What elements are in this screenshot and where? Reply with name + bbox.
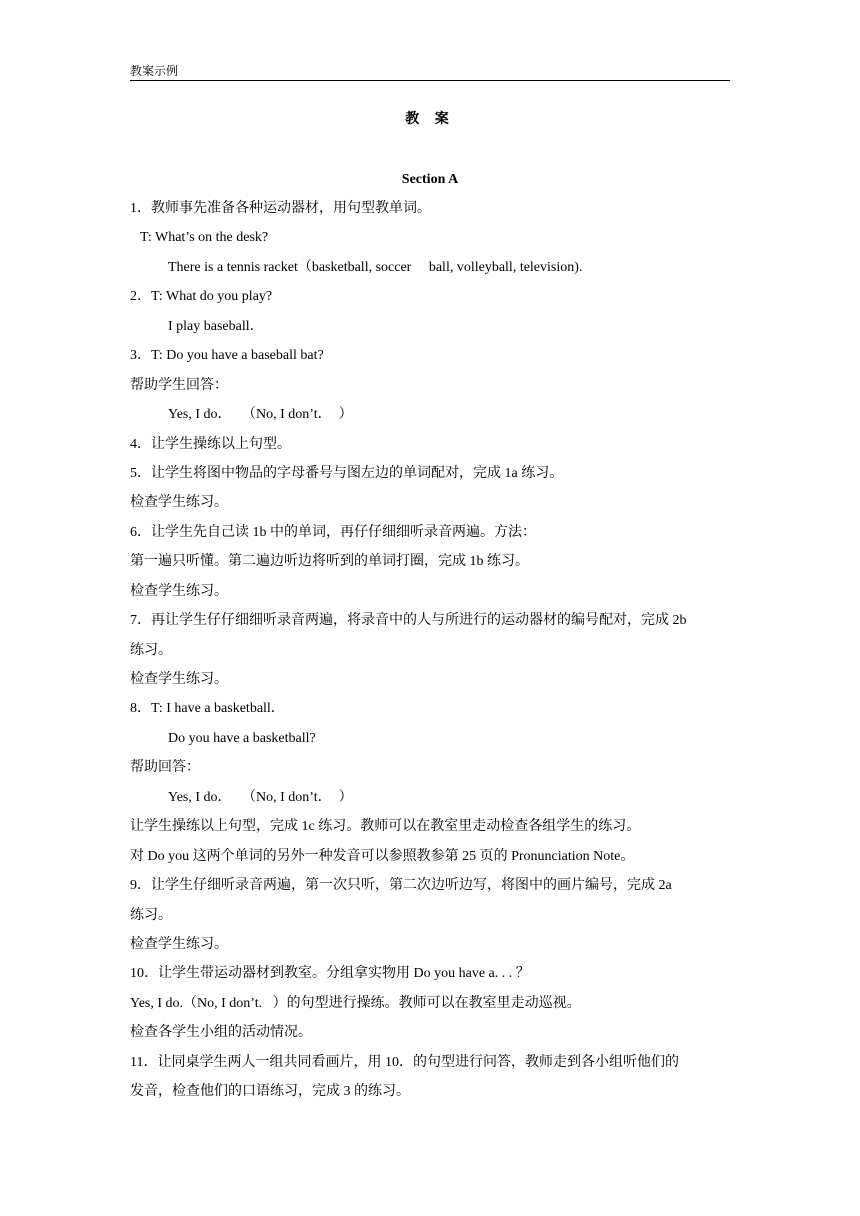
lesson-line: Yes, I do． （No, I don’t． ）	[168, 789, 353, 805]
lesson-line: Do you have a basketball?	[168, 730, 316, 746]
lesson-line: 检查学生练习。	[130, 583, 228, 599]
header-label: 教案示例	[130, 64, 179, 78]
lesson-line: 检查学生练习。	[130, 495, 228, 511]
section-title: Section A	[401, 172, 459, 187]
lesson-line: I play baseball．	[168, 318, 264, 334]
lesson-line: 练习。	[130, 642, 172, 658]
lesson-line: 练习。	[130, 907, 172, 923]
lesson-line: 检查各学生小组的活动情况。	[130, 1025, 312, 1041]
lesson-line: 第一遍只听懂。第二遍边听边将听到的单词打圈，完成 1b 练习。	[130, 554, 529, 570]
lesson-line: 检查学生练习。	[130, 672, 228, 687]
lesson-line: 3．T: Do you have a baseball bat?	[130, 348, 324, 364]
lesson-line: 4．让学生操练以上句型。	[130, 436, 291, 452]
lesson-line: 5．让学生将图中物品的字母番号与图左边的单词配对，完成 1a 练习。	[130, 465, 564, 481]
lesson-line: 6．让学生先自己读 1b 中的单词，再仔仔细细听录音两遍。方法：	[130, 524, 536, 540]
lesson-line: 对 Do you 这两个单词的另外一种发音可以参照教参第 25 页的 Pronunciation Note。	[130, 848, 635, 864]
lesson-line: 检查学生练习。	[130, 936, 228, 952]
header-rule	[130, 80, 730, 81]
lesson-line: 8．T: I have a basketball．	[130, 701, 285, 717]
lesson-body	[130, 199, 730, 1112]
lesson-line: 11．让同桌学生两人一组共同看画片，用 10．的句型进行问答，教师走到各小组听他们的	[130, 1054, 679, 1070]
lesson-line: 让学生操练以上句型，完成 1c 练习。教师可以在教室里走动检查各组学生的练习。	[130, 819, 641, 835]
page-title: 教 案	[405, 112, 455, 127]
lesson-line: There is a tennis racket（basketball, soccer ball, volleyball, television).	[168, 259, 583, 275]
lesson-line: Yes, I do.（No, I don’t. ）的句型进行操练。教师可以在教室里走动巡视。	[130, 995, 581, 1011]
lesson-line: 帮助回答：	[130, 760, 200, 776]
lesson-line: 9．让学生仔细听录音两遍，第一次只听，第二次边听边写，将图中的画片编号，完成 2a	[130, 878, 672, 894]
lesson-line: 帮助学生回答：	[130, 377, 228, 393]
lesson-line: T: What’s on the desk?	[140, 230, 269, 246]
lesson-line: 2．T: What do you play?	[130, 289, 273, 305]
lesson-line: 1．教师事先准备各种运动器材，用句型教单词。	[130, 201, 431, 216]
lesson-line: Yes, I do． （No, I don’t． ）	[168, 407, 353, 423]
lesson-line: 发音，检查他们的口语练习，完成 3 的练习。	[130, 1084, 410, 1100]
lesson-line: 10．让学生带运动器材到教室。分组拿实物用 Do you have a. . . ？	[130, 966, 530, 982]
lesson-line: 7．再让学生仔仔细细听录音两遍，将录音中的人与所进行的运动器材的编号配对，完成 2b	[130, 613, 687, 629]
